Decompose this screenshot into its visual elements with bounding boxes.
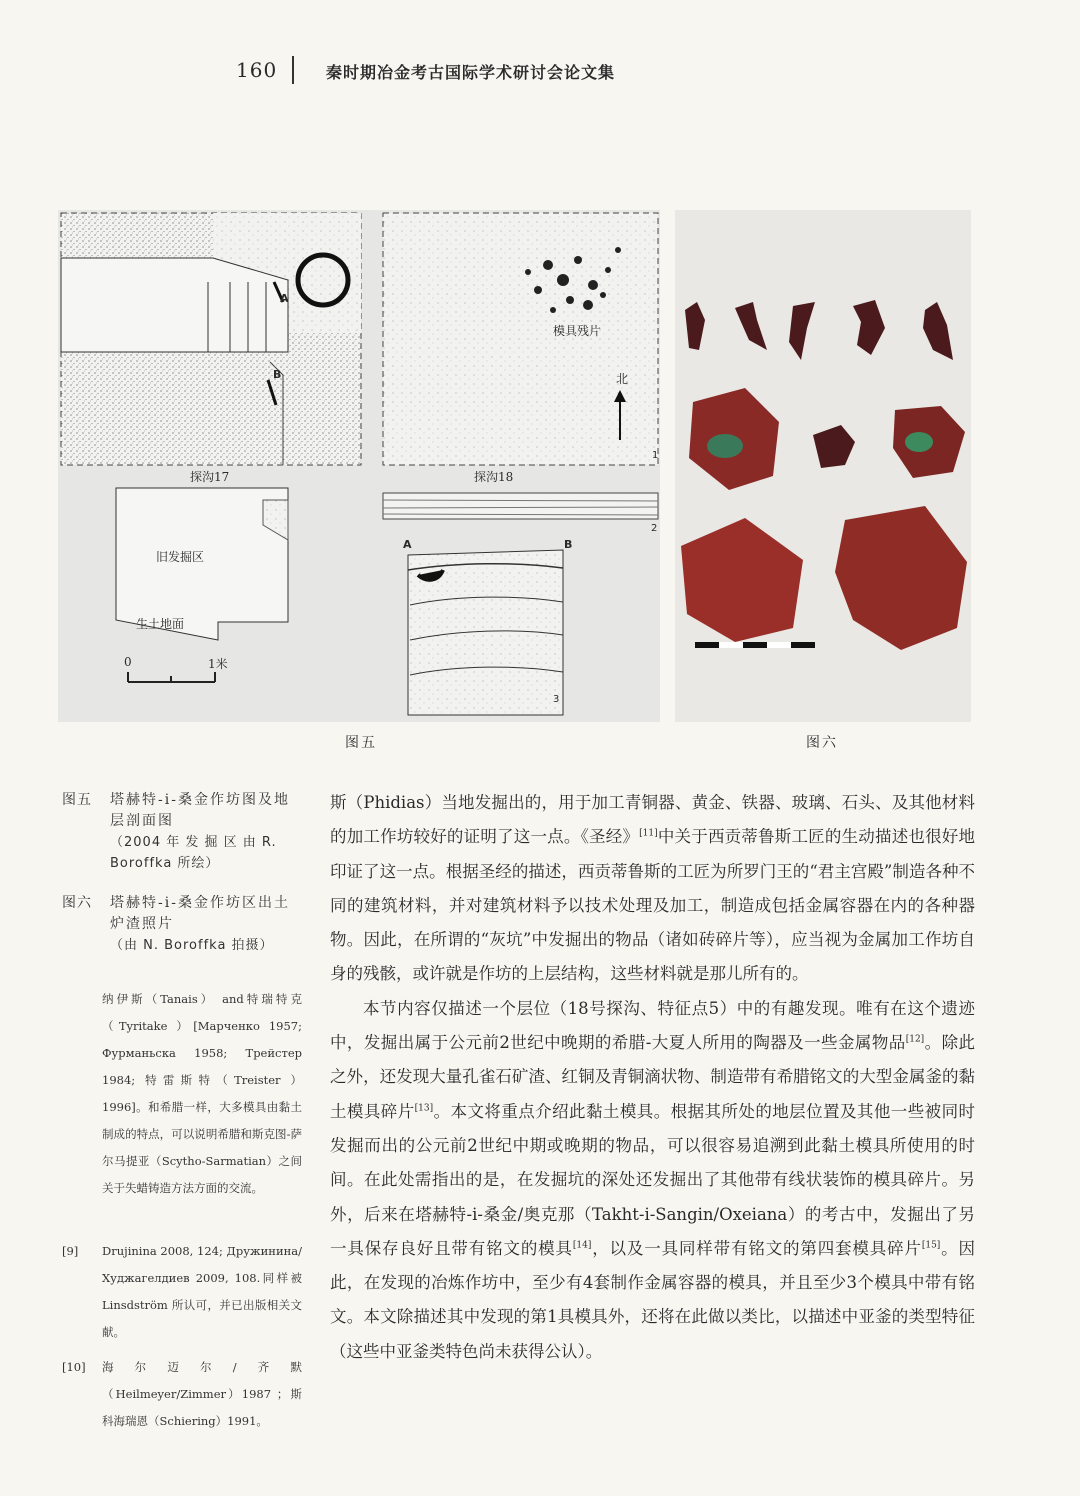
text-run: 。本文将重点介绍此黏土模具。根据其所处的地层位置及其他一些被同时发掘而出的公元前2世纪中期或晚期的物品，可以很容易追溯到此黏土模具所使用的时间。在此处需指出的是，在发掘坑的深处还发掘出了其他带有线状装饰的模具碎片。另外，后来在塔赫特-i-桑金/奥克那（Takht-i-Sangin/Oxeiana）的考古中，发掘出了另一具保存良好且带有铭文的模具 [330, 1101, 976, 1258]
label-A: A [280, 292, 289, 305]
side-caption-text: 塔赫特-i-桑金作坊区出土炉渣照片 [110, 895, 290, 932]
footnote-10 [62, 1354, 302, 1435]
footnote-9 [62, 1238, 302, 1346]
header-divider [292, 56, 294, 84]
section-label-B: B [564, 538, 573, 551]
text-run: 。因此，在发现的冶炼作坊中，至少有4套制作金属容器的模具，并且至少3个模具中带有铭文。本文除描述其中发现的第1具模具外，还将在此做以类比，以描述中亚釜的类型特征（这些中亚釜类特色尚未获得公认）。 [330, 1238, 976, 1361]
footnote-ref[interactable]: [12] [905, 1034, 925, 1045]
side-caption-label: 图五 [62, 792, 92, 808]
footnote-ref[interactable]: [13] [414, 1103, 434, 1114]
scale-label-zero: 0 [124, 655, 132, 669]
label-old-excavation: 旧发掘区 [156, 550, 205, 564]
footnote-ref[interactable]: [15] [921, 1240, 941, 1251]
paragraph-2 [330, 992, 975, 1369]
section-label-A: A [403, 538, 412, 551]
footnote-ref[interactable]: [11] [639, 828, 658, 839]
text-run: ，以及一具同样带有铭文的第四套模具碎片 [591, 1238, 922, 1258]
figure-6-photo [675, 210, 971, 722]
label-virgin-soil: 生土地面 [136, 617, 185, 631]
scale-label-one: 1米 [208, 657, 228, 671]
footnote-ref[interactable]: [14] [572, 1240, 592, 1251]
text-run: 中关于西贡蒂鲁斯工匠的生动描述也很好地印证了这一点。根据圣经的描述，西贡蒂鲁斯的工匠为所罗门王的“君主宫殿”制造各种不同的建筑材料，并对建筑材料予以技术处理及加工，制造成包括金属容器在内的各种器物。因此，在所谓的“灰坑”中发掘出的物品（诸如砖碎片等），应当视为金属加工作坊自身的残骸，或许就是作坊的上层结构，这些材料就是那儿所有的。 [330, 827, 976, 984]
text-run: 本节内容仅描述一个层位（18号探沟、特征点5）中的有趣发现。唯有在这个遗迹中，发掘出属于公元前2世纪中晚期的希腊-大夏人所用的陶器及一些金属物品 [330, 998, 975, 1053]
figure-5-drawing [58, 210, 660, 722]
paragraph-1 [330, 786, 975, 992]
label-number-1: 1 [652, 450, 659, 461]
label-trench-18: 探沟18 [474, 470, 514, 484]
figure-5-plan [58, 210, 660, 722]
page-header [0, 52, 1080, 92]
footnote-text: 纳伊斯（Tanais） and特瑞特克（Tyritake ）[Марченко 1957; Фурманьска 1958; Трейстер 1984; 特雷斯特（Treister ） 1996]。和希腊一样，大多模具由黏土制成的特点，可以说明希腊和斯克图-萨尔马提亚（Scytho-Sarmatian）之间关于失蜡铸造方法方面的交流。 [102, 992, 302, 1195]
label-B: B [273, 368, 282, 381]
side-caption-credit: （2004 年 发 掘 区 由 R. Boroffka 所绘） [110, 835, 277, 871]
text-run: 斯（Phidias）当地发掘出的，用于加工青铜器、黄金、铁器、玻璃、石头、及其他材料的加工作坊较好的证明了这一点。《圣经》 [330, 793, 975, 847]
label-trench-17: 探沟17 [190, 470, 230, 484]
label-number-2: 2 [651, 523, 658, 534]
text-run: 。除此之外，还发现大量孔雀石矿渣、红铜及青铜滴状物、制造带有希腊铭文的大型金属釜的黏土模具碎片 [330, 1033, 976, 1121]
label-north: 北 [616, 372, 629, 386]
side-caption-figure-6 [62, 893, 302, 956]
footnote-text: Drujinina 2008, 124; Дружинина/Худжагелдиев 2009, 108.同样被Linsdström 所认可，并已出版相关文献。 [102, 1244, 302, 1339]
slag-photo [675, 210, 971, 722]
page-number: 160 [236, 58, 278, 82]
figure-6-caption: 图六 [806, 735, 838, 751]
footnote-number: [9] [62, 1244, 79, 1258]
side-caption-credit: （由 N. Boroffka 拍摄） [110, 938, 274, 953]
footnote-continued [62, 986, 302, 1202]
label-number-3: 3 [553, 694, 560, 705]
side-caption-label: 图六 [62, 895, 92, 911]
main-body-text [330, 786, 975, 1369]
footnote-number: [10] [62, 1360, 86, 1374]
figure-5-caption: 图五 [345, 735, 377, 751]
side-caption-figure-5 [62, 790, 302, 874]
side-caption-text: 塔赫特-i-桑金作坊图及地层剖面图 [110, 792, 290, 829]
label-mold-fragments: 模具残片 [553, 324, 602, 338]
footnote-text: 海尔迈尔/齐默（Heilmeyer/Zimmer）1987 ；斯科海瑞恩（Schiering）1991。 [102, 1360, 302, 1428]
running-title: 秦时期冶金考古国际学术研讨会论文集 [326, 63, 616, 82]
